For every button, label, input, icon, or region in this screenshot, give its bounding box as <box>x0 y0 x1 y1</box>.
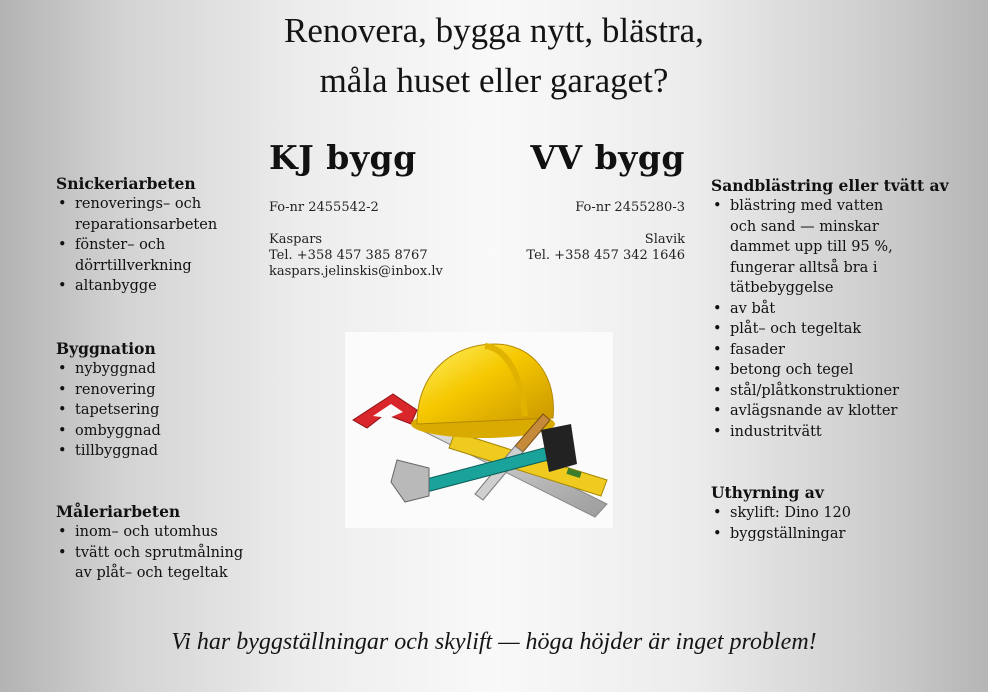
list-item-line: • tapetsering <box>75 402 160 418</box>
list-item-line: • renoverings– och <box>75 196 202 212</box>
service-list <box>56 194 217 297</box>
list-item-line: • altanbygge <box>75 278 157 294</box>
service-section <box>56 173 217 297</box>
list-item <box>56 276 217 297</box>
tools-illustration <box>345 332 613 528</box>
section-heading: Sandblästring eller tvätt av <box>711 176 949 195</box>
service-list <box>56 522 243 584</box>
list-item <box>56 543 243 584</box>
list-item-line: reparationsarbeten <box>75 216 218 233</box>
list-item-line: • stål/plåtkonstruktioner <box>730 382 900 399</box>
list-item <box>56 359 161 380</box>
tools-svg <box>345 332 613 528</box>
company-name-kj: KJ bygg <box>269 138 417 177</box>
list-item-line: • industritvätt <box>730 423 822 440</box>
list-item-line: • betong och tegel <box>730 362 854 378</box>
list-item <box>711 503 851 524</box>
list-item <box>711 422 949 443</box>
hard-hat-icon <box>411 344 555 438</box>
list-item <box>56 522 243 543</box>
list-item <box>711 299 949 320</box>
list-item-line: • inom– och utomhus <box>75 524 218 540</box>
service-section <box>711 175 949 442</box>
slogan: Vi har byggställningar och skylift — höga höjder är inget problem! <box>171 629 817 655</box>
list-item <box>711 360 949 381</box>
list-item-line: • fasader <box>730 341 785 358</box>
contact-person: Slavik <box>644 232 685 247</box>
list-item <box>56 194 217 235</box>
company-name-vv: VV bygg <box>530 138 685 177</box>
list-item <box>56 380 161 401</box>
email-link[interactable]: kaspars.jelinskis@inbox.lv <box>269 264 443 279</box>
list-item-line: • skylift: Dino 120 <box>730 505 851 521</box>
service-section <box>56 501 243 584</box>
list-item-line: • plåt– och tegeltak <box>730 321 862 337</box>
list-item <box>56 235 217 276</box>
list-item-line: • fönster– och <box>75 237 166 253</box>
list-item <box>56 421 161 442</box>
fo-nr: Fo-nr 2455280-3 <box>575 200 685 215</box>
contact-vv <box>526 200 685 264</box>
list-item-line: • ombyggnad <box>75 422 161 439</box>
list-item-line: • av båt <box>730 300 776 317</box>
list-item-line: tätbebyggelse <box>730 280 834 296</box>
contact-person: Kaspars <box>269 232 323 247</box>
contact-kj <box>269 200 443 280</box>
list-item <box>711 196 949 299</box>
phone-number: Tel. +358 457 385 8767 <box>269 248 428 263</box>
fo-nr: Fo-nr 2455542-2 <box>269 200 379 215</box>
section-heading: Uthyrning av <box>711 483 824 502</box>
list-item <box>56 441 161 462</box>
list-item <box>711 401 949 422</box>
list-item <box>711 381 949 402</box>
list-item <box>711 524 851 545</box>
list-item <box>711 319 949 340</box>
title-line-1: Renovera, bygga nytt, blästra, <box>284 11 704 50</box>
service-list <box>711 196 949 442</box>
list-item-line: • nybyggnad <box>75 361 156 377</box>
list-item-line: av plåt– och tegeltak <box>75 565 228 581</box>
list-item-line: • renovering <box>75 381 156 398</box>
service-list <box>56 359 161 462</box>
list-item-line: dörrtillverkning <box>75 257 192 274</box>
section-heading: Måleriarbeten <box>56 502 181 521</box>
section-heading: Snickeriarbeten <box>56 174 196 193</box>
list-item-line: • avlägsnande av klotter <box>730 403 898 419</box>
list-item-line: fungerar alltså bra i <box>730 259 878 276</box>
page-title <box>0 6 988 106</box>
service-section <box>56 338 161 462</box>
phone-number: Tel. +358 457 342 1646 <box>526 248 685 263</box>
list-item-line: • tillbyggnad <box>75 443 159 459</box>
list-item-line: dammet upp till 95 %, <box>730 239 893 255</box>
title-line-2: måla huset eller garaget? <box>319 61 669 100</box>
list-item <box>56 400 161 421</box>
list-item <box>711 340 949 361</box>
list-item-line: • tvätt och sprutmålning <box>75 544 244 561</box>
list-item-line: • byggställningar <box>730 525 846 542</box>
service-list <box>711 503 851 544</box>
list-item-line: • blästring med vatten <box>730 198 884 214</box>
list-item-line: och sand — minskar <box>730 218 879 235</box>
section-heading: Byggnation <box>56 339 156 358</box>
service-section <box>711 482 851 544</box>
